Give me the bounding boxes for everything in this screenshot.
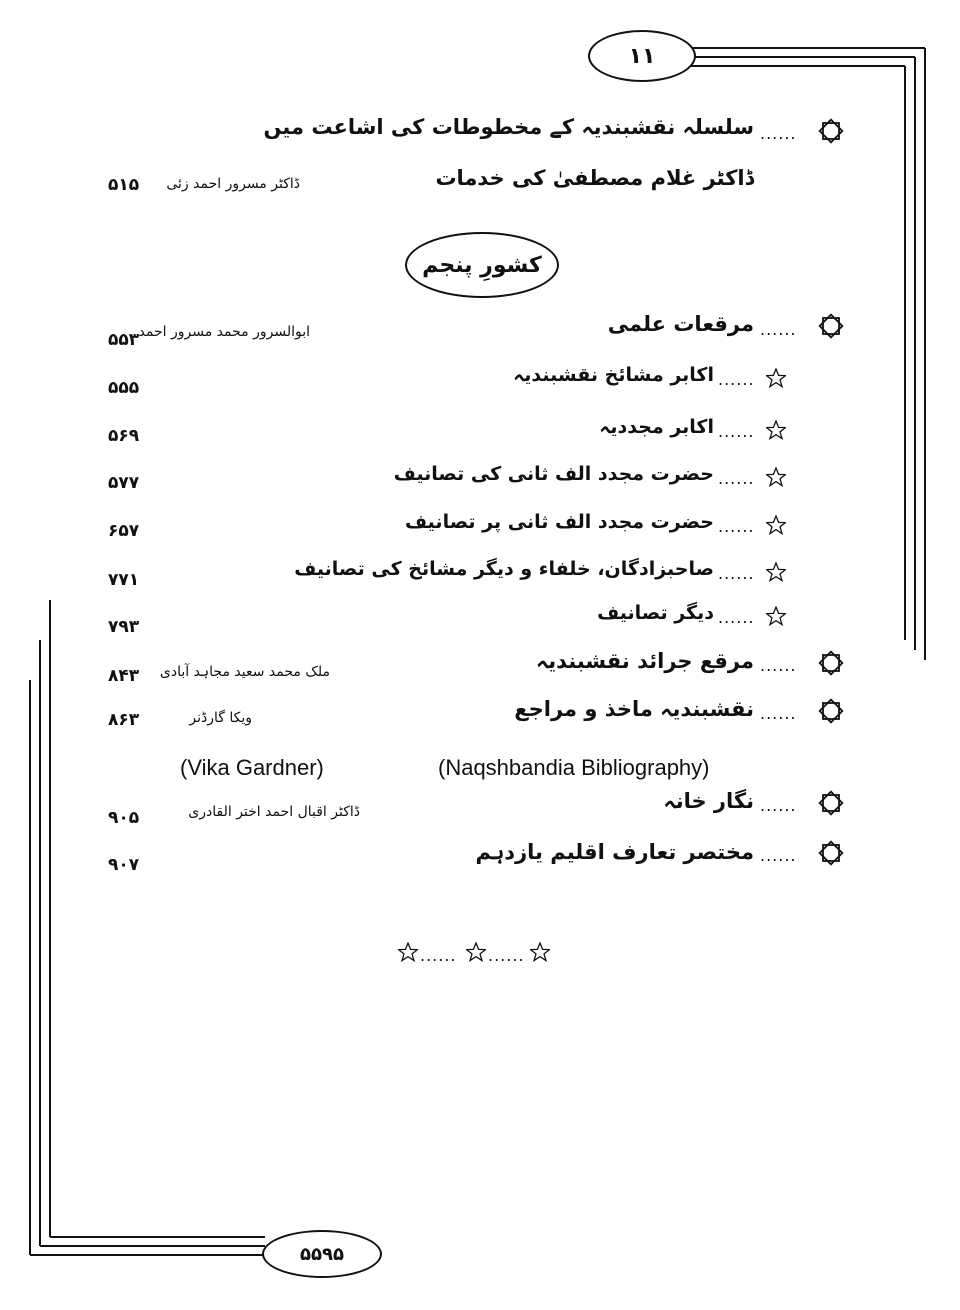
- leader-dots: ......: [718, 608, 755, 627]
- leader-dots: ......: [718, 370, 755, 389]
- octagram-bullet-icon: [818, 698, 844, 724]
- star-ornament-icon: [398, 942, 418, 962]
- main-item-page: ۸۶۳: [108, 710, 140, 730]
- main-item-page: ۹۰۷: [108, 855, 140, 875]
- main-item-page: ۵۵۳: [108, 330, 140, 350]
- leader-dots: ......: [760, 796, 797, 815]
- main-item-author: ویکا گارڈنر: [189, 710, 252, 726]
- main-item-title: نگار خانہ: [663, 789, 754, 813]
- main-item-page: ۹۰۵: [108, 808, 140, 828]
- leader-dots: ......: [718, 422, 755, 441]
- header-page-number: [588, 30, 696, 82]
- sub-item-title: صاحبزادگان، خلفاء و دیگر مشائخ کی تصانیف: [294, 558, 714, 580]
- leader-dots: ......: [760, 704, 797, 723]
- entry-title-line2: ڈاکٹر غلام مصطفیٰ کی خدمات: [435, 166, 754, 190]
- sub-item-title: حضرت مجدد الف ثانی پر تصانیف: [405, 511, 714, 533]
- octagram-bullet-icon: [818, 313, 844, 339]
- star-bullet-icon: [766, 467, 786, 487]
- sub-item-page: ۶۵۷: [108, 521, 140, 541]
- footer-page-number: [262, 1230, 382, 1278]
- footer-page-label: ۵۵۹۵: [300, 1243, 344, 1265]
- leader-dots: ......: [718, 564, 755, 583]
- octagram-bullet-icon: [818, 840, 844, 866]
- section-oval: [405, 232, 559, 298]
- main-item-title-english: (Naqshbandia Bibliography): [438, 755, 710, 780]
- main-item-title: نقشبندیہ ماخذ و مراجع: [514, 697, 754, 721]
- sub-item-title: اکابر مجددیہ: [599, 416, 714, 438]
- sub-item-page: ۷۷۱: [108, 570, 140, 590]
- entry-author: ڈاکٹر مسرور احمد زئی: [166, 176, 300, 192]
- entry-title-line1: سلسلہ نقشبندیہ کے مخطوطات کی اشاعت میں: [263, 115, 754, 139]
- section-title: کشورِ پنجم: [422, 252, 542, 278]
- star-bullet-icon: [766, 562, 786, 582]
- star-ornament-icon: [530, 942, 550, 962]
- leader-dots: ......: [760, 846, 797, 865]
- star-bullet-icon: [766, 515, 786, 535]
- sub-item-page: ۵۵۵: [108, 378, 140, 398]
- sub-item-page: ۷۹۳: [108, 617, 140, 637]
- main-item-author: ابوالسرور محمد مسرور احمد: [138, 324, 310, 340]
- main-item-title: مرقع جرائد نقشبندیہ: [535, 649, 754, 673]
- star-bullet-icon: [766, 420, 786, 440]
- star-ornament-icon: [466, 942, 486, 962]
- main-item-author: ڈاکٹر اقبال احمد اختر القادری: [188, 804, 360, 820]
- main-item-page: ۸۴۳: [108, 666, 140, 686]
- sub-item-page: ۵۶۹: [108, 426, 140, 446]
- entry-page: ۵۱۵: [108, 175, 140, 195]
- leader-dots: ......: [718, 469, 755, 488]
- sub-item-title: دیگر تصانیف: [597, 602, 714, 624]
- ornament-dots: ......: [420, 946, 457, 965]
- leader-dots: ......: [718, 517, 755, 536]
- main-item-author: ملک محمد سعید مجاہد آبادی: [159, 664, 330, 680]
- octagram-bullet-icon: [818, 118, 844, 144]
- main-item-author-english: (Vika Gardner): [180, 755, 324, 780]
- sub-item-title: اکابر مشائخ نقشبندیہ: [513, 364, 714, 386]
- main-item-title: مرقعات علمی: [607, 312, 754, 336]
- ornament-dots: ......: [488, 946, 525, 965]
- octagram-bullet-icon: [818, 790, 844, 816]
- header-page-label: ۱۱: [628, 43, 656, 69]
- sub-item-page: ۵۷۷: [108, 473, 140, 493]
- star-bullet-icon: [766, 606, 786, 626]
- octagram-bullet-icon: [818, 650, 844, 676]
- main-item-title: مختصر تعارف اقلیم یازدہم: [475, 840, 754, 864]
- leader-dots: ......: [760, 124, 797, 143]
- sub-item-title: حضرت مجدد الف ثانی کی تصانیف: [393, 463, 714, 485]
- leader-dots: ......: [760, 320, 797, 339]
- leader-dots: ......: [760, 656, 797, 675]
- star-bullet-icon: [766, 368, 786, 388]
